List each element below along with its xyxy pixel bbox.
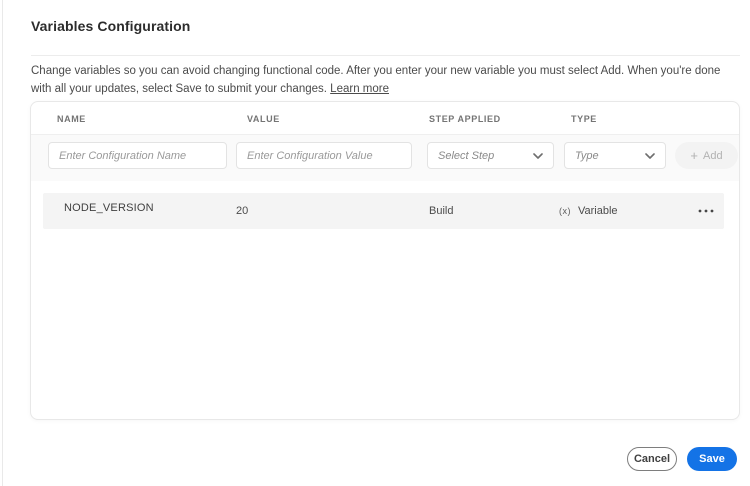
row-type-label: Variable xyxy=(578,205,618,217)
row-value-cell: 20 xyxy=(236,205,249,217)
add-button[interactable] xyxy=(675,142,738,169)
cancel-button[interactable]: Cancel xyxy=(627,447,677,471)
row-name-cell: NODE_VERSION xyxy=(64,202,154,214)
ellipsis-icon xyxy=(698,209,714,213)
configuration-name-input[interactable] xyxy=(48,142,227,169)
variable-icon: (x) xyxy=(559,206,571,216)
save-button[interactable]: Save xyxy=(687,447,737,471)
step-dropdown-placeholder: Select Step xyxy=(438,149,495,162)
table-row[interactable] xyxy=(43,193,724,229)
column-header-step-applied: STEP APPLIED xyxy=(429,114,501,124)
column-header-name: NAME xyxy=(57,114,86,124)
description-text: Change variables so you can avoid changing functional code. After you enter your new variable you must select Add. When you're done with all your updates, select Save to submit your changes. xyxy=(31,65,721,95)
type-dropdown[interactable] xyxy=(564,142,666,169)
step-applied-dropdown[interactable] xyxy=(427,142,554,169)
learn-more-link[interactable]: Learn more xyxy=(330,83,389,95)
more-actions-button[interactable] xyxy=(688,193,724,229)
left-edge-divider xyxy=(2,0,3,486)
page-title: Variables Configuration xyxy=(31,18,191,34)
type-dropdown-placeholder: Type xyxy=(575,149,599,162)
title-divider xyxy=(31,55,740,56)
plus-icon: + xyxy=(690,148,698,163)
configuration-value-input[interactable] xyxy=(236,142,412,169)
chevron-down-icon xyxy=(533,153,543,159)
row-step-cell: Build xyxy=(429,205,454,217)
column-header-type: TYPE xyxy=(571,114,597,124)
row-type-cell xyxy=(559,193,618,229)
column-header-value: VALUE xyxy=(247,114,280,124)
page-description xyxy=(31,62,739,98)
add-button-label: Add xyxy=(703,149,723,162)
variables-table xyxy=(30,101,740,420)
chevron-down-icon xyxy=(645,153,655,159)
